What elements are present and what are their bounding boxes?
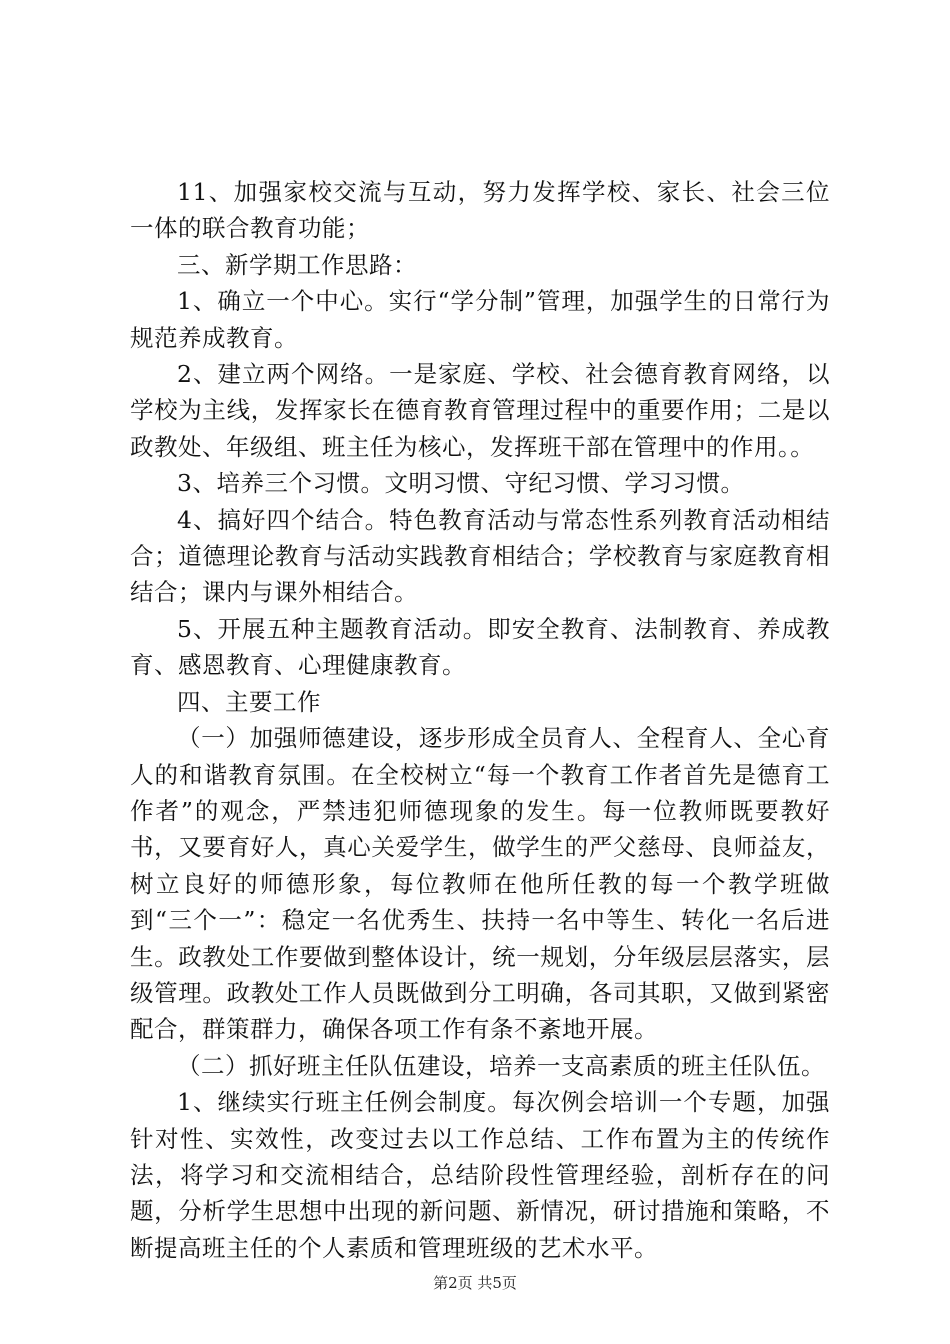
paragraph: （二）抓好班主任队伍建设，培养一支高素质的班主任队伍。	[177, 1051, 825, 1080]
paragraph: 11、加强家校交流与互动，努力发挥学校、家长、社会三位一体的联合教育功能；	[130, 178, 830, 243]
paragraph: 1、继续实行班主任例会制度。每次例会培训一个专题，加强针对性、实效性，改变过去以工作总结、工作布置为主的传统作法，将学习和交流相结合，总结阶段性管理经验，剖析存在的问题，分析学生思想中出现的新问题、新情况，研讨措施和策略，不断提高班主任的个人素质和管理班级的艺术水平。	[130, 1088, 830, 1262]
section-heading: 三、新学期工作思路：	[177, 250, 417, 279]
paragraph: 5、开展五种主题教育活动。即安全教育、法制教育、养成教育、感恩教育、心理健康教育。	[130, 614, 830, 680]
document-body	[130, 174, 830, 1266]
paragraph: 2、建立两个网络。一是家庭、学校、社会德育教育网络，以学校为主线，发挥家长在德育教育管理过程中的重要作用；二是以政教处、年级组、班主任为核心，发挥班干部在管理中的作用。。	[130, 360, 830, 461]
page-number: 第2页 共5页	[433, 1274, 517, 1292]
paragraph: 3、培养三个习惯。文明习惯、守纪习惯、学习习惯。	[177, 469, 745, 498]
section-heading: 四、主要工作	[177, 687, 321, 716]
paragraph: （一）加强师德建设，逐步形成全员育人、全程育人、全心育人的和谐教育氛围。在全校树立“每一个教育工作者首先是德育工作者”的观念，严禁违犯师德现象的发生。每一位教师既要教好书，又要育好人，真心关爱学生，做学生的严父慈母、良师益友，树立良好的师德形象，每位教师在他所任教的每一个教学班做到“三个一”：稳定一名优秀生、扶持一名中等生、转化一名后进生。政教处工作要做到整体设计，统一规划，分年级层层落实，层级管理。政教处工作人员既做到分工明确，各司其职，又做到紧密配合，群策群力，确保各项工作有条不紊地开展。	[130, 724, 830, 1044]
paragraph: 4、搞好四个结合。特色教育活动与常态性系列教育活动相结合；道德理论教育与活动实践教育相结合；学校教育与家庭教育相结合；课内与课外相结合。	[130, 505, 830, 607]
paragraph: 1、确立一个中心。实行“学分制”管理，加强学生的日常行为规范养成教育。	[130, 287, 830, 352]
